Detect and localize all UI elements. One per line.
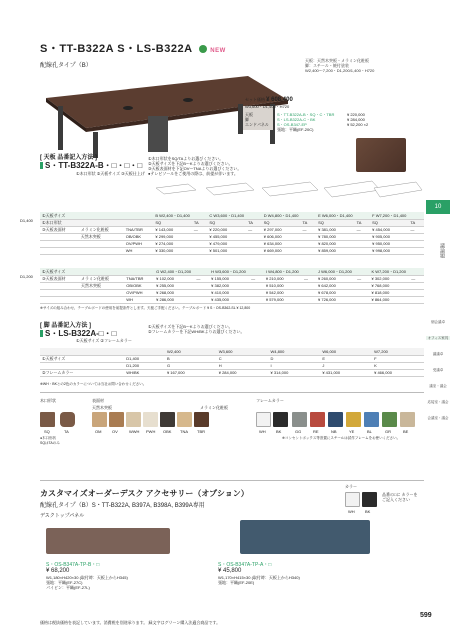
melamine-label: メラミン化粧板 (200, 405, 228, 410)
surface-code-om: OM (95, 429, 102, 434)
panel-code-re: RE (313, 429, 319, 434)
page-title: S・TT-B322A S・LS-B322A NEW (40, 43, 226, 55)
panel-swatch-gr (382, 412, 397, 427)
edge-swatch-ta (60, 412, 75, 427)
top-section-heading: [ 天板 品番記入方法 ] (40, 155, 97, 161)
surface-label: 表面材 (92, 398, 104, 403)
color-swatch-wh (345, 492, 360, 507)
accessory-item-b: S・OS-B347A-TP-B・□ ¥ 68,200 W1,180×H420×30 (取付時：天板上からH345) 張地：平織(EF-27C) パイピン：平織(EF-27L) (46, 562, 128, 590)
panel-swatch-bl (364, 412, 379, 427)
leg-table: W2,400 W3,600 W4,800 W6,000 W7,200 ①天板サイズ D1,400 B C D E F D1,200 G H I J K ②フレームカラー WH/BK ¥ 167,000 ¥ 284,000 ¥ 314,000 ¥ 431,000 ¥ 466,000 (40, 348, 424, 377)
set-price: セット価格 ¥ 608,400 (245, 97, 293, 103)
color-swatch-bk (362, 492, 377, 507)
edge-label: 木口形状 (40, 398, 56, 403)
panel-swatch-be (400, 412, 415, 427)
sidebar-item[interactable]: 議室・議会 (429, 384, 447, 388)
set-size: W3,600・D1,400・H720 (245, 104, 290, 109)
accessory-group: デスクトップパネル (40, 513, 85, 519)
panel-swatch-re (310, 412, 325, 427)
surface-code-ov: OV (112, 429, 118, 434)
table-row: ③天板表面材 メラミン化粧板 TNA/TBR ¥ 143,000 — ¥ 220,000 — ¥ 297,000 — ¥ 381,000 — ¥ 454,000 — (40, 226, 424, 233)
table-row: 天然木突板 OB/OBK ¥ 255,000 ¥ 382,000 ¥ 510,000 ¥ 642,000 ¥ 768,000 (40, 282, 424, 289)
subtitle: 配線孔タイプ（B） (40, 63, 92, 69)
set-price-rows: 天板 S・TT-B322A-B・SQ・C・TBR ¥ 220,000 脚 S・LS-B322A-C・BK ¥ 284,000 エンドパネル S・OS-B347-EP ¥ 52,200 ×2 張地：平織(EF-20C) (245, 112, 369, 132)
chapter-tab[interactable]: 10 (426, 200, 450, 214)
edge-code-ta: TA (64, 429, 69, 434)
color-note: 品番の□に カラーを ご記入ください (382, 492, 418, 502)
sidebar-item[interactable]: 個会議卓 (431, 320, 445, 324)
surface-swatch-ov (109, 412, 124, 427)
eco-mark-icon (199, 45, 207, 53)
sidebar-item[interactable]: 議議卓 (432, 352, 444, 356)
desk-size-thumbnails (148, 180, 423, 206)
panel-image-b (46, 528, 170, 554)
table-row: ②フレームカラー WH/BK ¥ 167,000 ¥ 284,000 ¥ 314,000 ¥ 431,000 ¥ 466,000 (40, 369, 424, 376)
surface-code-wwh: WWH (129, 429, 140, 434)
leg-note: ※WH・BKとの2色のカラーについては当社お問い合わせください。 (40, 382, 147, 386)
surface-code-tbr: TBR (197, 429, 205, 434)
leg-notes: ①天板サイズを下記B〜Kよりお選びください。 ②フレームカラーを下記WH/BKよりお選びください。 (148, 324, 245, 334)
surface-swatch-tna (177, 412, 192, 427)
spec-list: 天板：天然木突板・メラミン化粧板 脚：スチール・焼付塗装 W2,400〜7,200・D1,200/1,400・H720 (305, 58, 375, 73)
footer-note: 価格は税抜価格を表記しています。消費税を別途承ります。 緑文字はグリーン購入法適合商品です。 (40, 620, 221, 625)
panel-code-gr: GR (385, 429, 391, 434)
sidebar-item[interactable]: 応接室・議会 (427, 400, 449, 404)
frame-swatch-wh (256, 412, 271, 427)
table-row: D1,200 G H I J K (40, 362, 424, 369)
table-row: WH ¥ 286,000 ¥ 435,000 ¥ 579,000 ¥ 726,000 ¥ 864,000 (40, 296, 424, 303)
table-row: WH ¥ 330,000 ¥ 501,000 ¥ 669,000 ¥ 859,000 ¥ 998,000 (40, 247, 424, 254)
sidebar-item[interactable]: 会議室・議会 (427, 416, 449, 420)
panel-swatch-ye (346, 412, 361, 427)
frame-code-bk: BK (276, 429, 282, 434)
panel-note: ※コンセントボックス等設置にスチールは試作フレームをお使いください。 (282, 436, 401, 440)
accessory-item-a: S・OS-B347A-TP-A・□ ¥ 45,800 W1,170×H415×30 (取付時：天板上からH340) 張地：平織(EF-20E) (218, 562, 300, 585)
panel-code-ye: YE (349, 429, 355, 434)
depth-label-1400: D1,400 (20, 218, 33, 223)
table-d1200: ①天板サイズ G W2,400・D1,200 H W3,600・D1,200 I W4,800・D1,200 J W6,000・D1,200 K W7,200・D1,200 ③天板表面材 メラミン化粧板 TNA/TBR ¥ 102,000 — ¥ 155,000 — ¥ 210,000 — ¥ 260,000 — ¥ 302,000 — 天然木突板 OB/OBK ¥ 255,000 ¥ 382,000 ¥ 510,000 ¥ 642,000 ¥ 768,000 OV/PWH ¥ 268,000 ¥ 410,000 ¥ 542,000 ¥ 678,000 ¥ 818,000 WH ¥ 286,000 ¥ 435,000 ¥ 579,000 ¥ 726,000 ¥ 864,000 (40, 268, 424, 304)
panel-swatch-gg (292, 412, 307, 427)
accessory-title: カスタマイズオーダーデスク アクセサリー（オプション） (40, 489, 249, 498)
depth-label-1200: D1,200 (20, 274, 33, 279)
frame-swatch-bk (273, 412, 288, 427)
frame-code-wh: WH (259, 429, 266, 434)
page-number: 599 (420, 612, 432, 619)
edge-note: ●木口形状 SQはTAのみ (40, 436, 60, 445)
leg-section-heading: [ 脚 品番記入方法 ] (40, 323, 91, 329)
accessory-subtitle: 配線孔タイプ（B）S・TT-B322A, B397A, B398A, B399A専用 (40, 503, 205, 509)
table-row: 天然木突板 OB/OBK ¥ 299,000 ¥ 455,000 ¥ 606,000 ¥ 780,000 ¥ 905,000 (40, 233, 424, 240)
surface-code-tna: TNA (180, 429, 188, 434)
top-notes: ①木口形状をSQ/TAよりお選びください。 ②天板サイズを下記B〜Kよりお選びください。 ③天板表面材を下記OV〜TNAよりお選びください。 ●テレビソールをご使用の際は、前提が伴います。 (148, 156, 242, 176)
table-row: ①天板サイズ D1,400 B C D E F (40, 355, 424, 362)
edge-code-sq: SQ (44, 429, 50, 434)
sidebar-vertical-label: 議論題 (439, 242, 445, 258)
surface-swatch-pwh (143, 412, 158, 427)
panel-code-be: BE (403, 429, 409, 434)
wood-label: 天然木突板 (92, 405, 112, 410)
leg-code: S・LS-B322A-□・□ (40, 328, 116, 339)
surface-code-obk: OBK (163, 429, 172, 434)
table-row: ③天板表面材 メラミン化粧板 TNA/TBR ¥ 102,000 — ¥ 155,000 — ¥ 210,000 — ¥ 260,000 — ¥ 302,000 — (40, 275, 424, 282)
surface-swatch-obk (160, 412, 175, 427)
table-d1400: ①天板サイズ B W2,400・D1,400 C W3,600・D1,400 D W4,800・D1,400 E W6,000・D1,400 F W7,200・D1,400 ①木口形状 SQ TA SQ TA SQ TA SQ TA SQ TA ③天板表面材 メラミン化粧板 TNA/TBR ¥ 143,000 — ¥ 220,000 — ¥ 297,000 — ¥ 381,000 — ¥ 454,000 — 天然木突板 OB/OBK ¥ 299,000 ¥ 455,000 ¥ 606,000 ¥ 780,000 ¥ 905,000 OV/PWH ¥ 274,000 ¥ 479,000 ¥ 634,000 ¥ 820,000 ¥ 950,000 WH ¥ 330,000 ¥ 501,000 ¥ 669,000 ¥ 859,000 ¥ 998,000 (40, 212, 424, 255)
panel-code-bl: BL (367, 429, 372, 434)
new-badge: NEW (210, 48, 226, 54)
table2-note: ※サイズの組み合わせ、テーブルボードの使用を前提条件とします。天板ご手配ください。テーブルボード ¥ S・OS-B362-SL ¥ 12,800 (40, 306, 251, 310)
color-label: カラー (345, 484, 357, 489)
color-code-wh: WH (348, 509, 355, 514)
panel-code-nb: NB (331, 429, 337, 434)
panel-image-a (240, 520, 370, 554)
color-code-bk: BK (365, 509, 371, 514)
surface-swatch-wwh (126, 412, 141, 427)
table-row: OV/PWH ¥ 274,000 ¥ 479,000 ¥ 634,000 ¥ 820,000 ¥ 950,000 (40, 240, 424, 247)
surface-swatch-om (92, 412, 107, 427)
sidebar-item[interactable]: 受議卓 (432, 368, 444, 372)
panel-code-gg: GG (295, 429, 302, 434)
table-row: OV/PWH ¥ 268,000 ¥ 410,000 ¥ 542,000 ¥ 678,000 ¥ 818,000 (40, 289, 424, 296)
surface-code-pwh: PWH (146, 429, 156, 434)
edge-swatch-sq (40, 412, 55, 427)
surface-swatch-tbr (194, 412, 209, 427)
wood-sample-swatch (356, 138, 406, 172)
panel-swatch-nb (328, 412, 343, 427)
sidebar-item-active[interactable]: オフィス家具 (427, 336, 449, 340)
frame-label: フレームカラー (256, 398, 284, 403)
top-code: S・TT-B322A-B・□・□・□ (40, 160, 142, 171)
top-legend: ①木口形状 ②天板サイズ ③天板仕上げ (76, 171, 145, 176)
leg-legend: ①天板サイズ ②フレームカラー (76, 338, 132, 343)
